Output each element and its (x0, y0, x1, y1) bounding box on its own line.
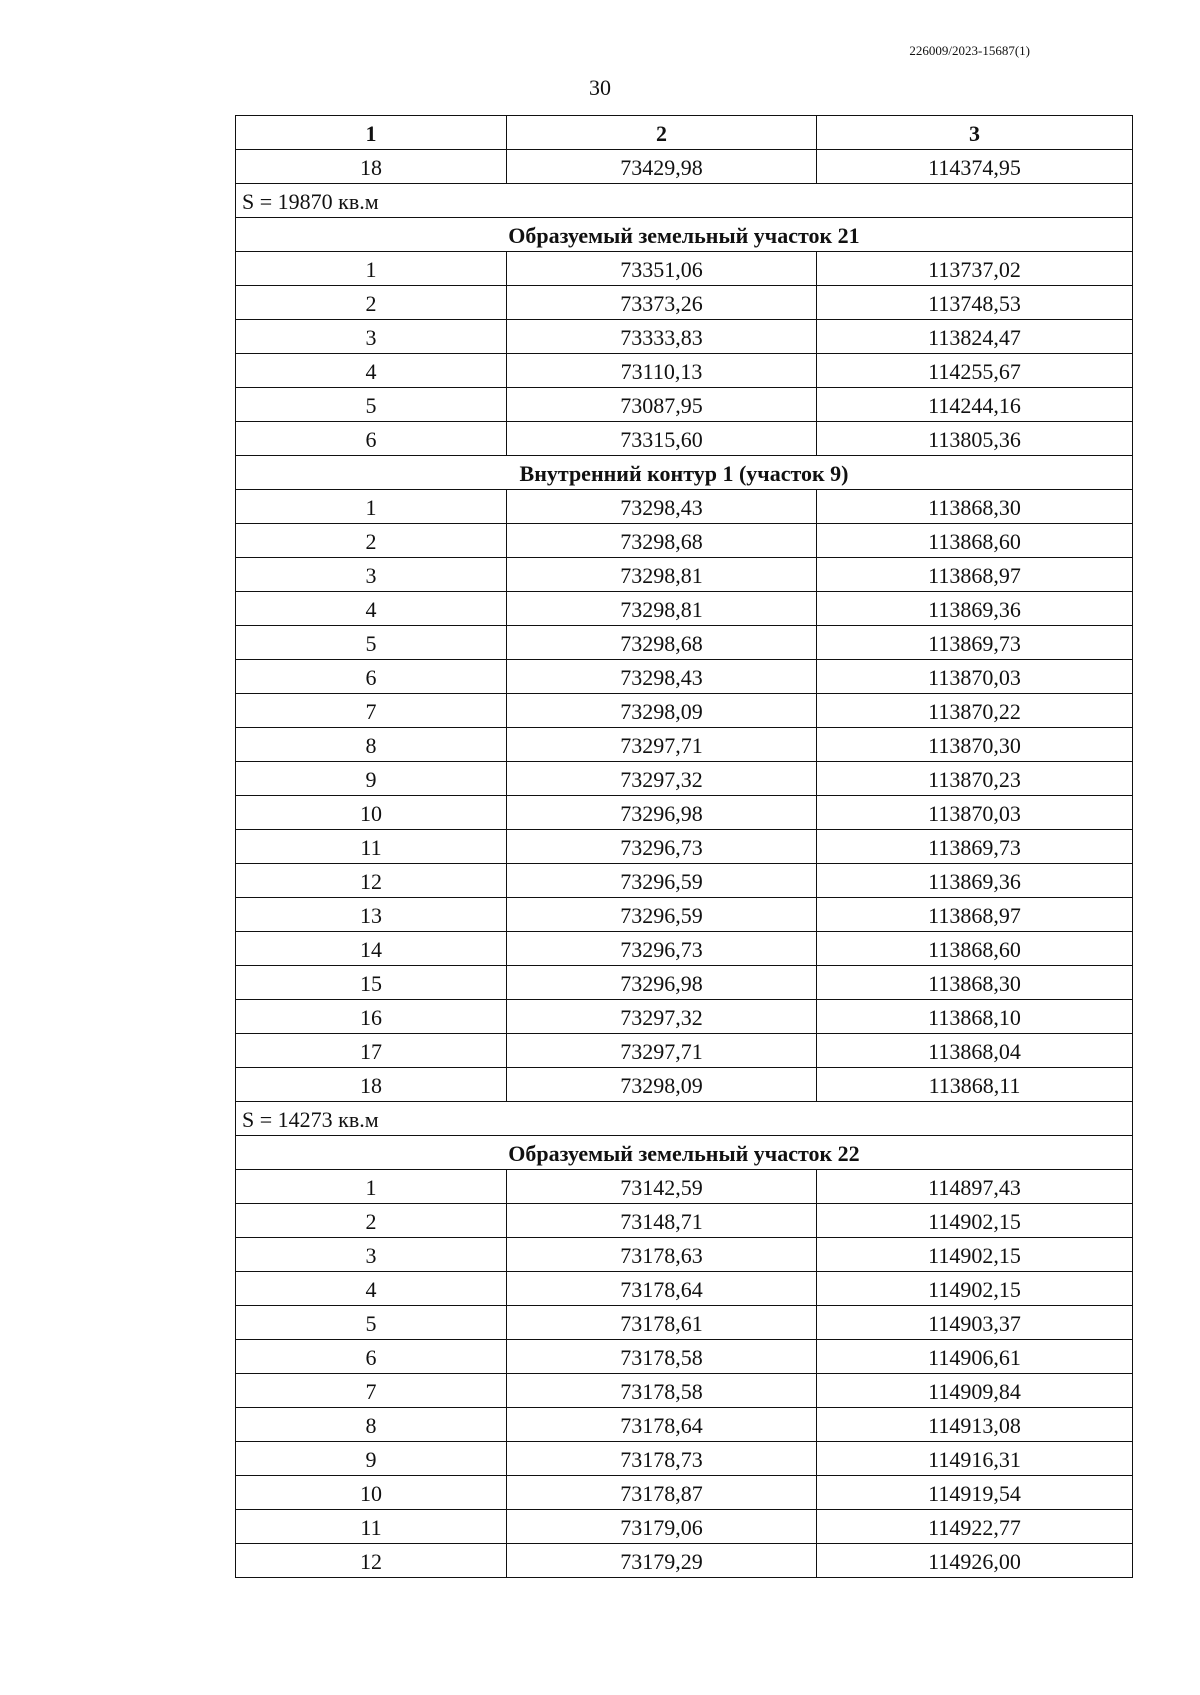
x-coordinate-cell: 73333,83 (507, 320, 817, 354)
column-header: 3 (817, 116, 1133, 150)
x-coordinate-cell: 73297,71 (507, 728, 817, 762)
x-coordinate-cell: 73298,81 (507, 558, 817, 592)
document-number: 226009/2023-15687(1) (909, 43, 1030, 58)
table-row (236, 1408, 1133, 1442)
y-coordinate-cell: 113869,36 (817, 592, 1133, 626)
point-number-cell: 18 (236, 1068, 507, 1102)
table-row (236, 660, 1133, 694)
column-header: 1 (236, 116, 507, 150)
x-coordinate-cell: 73373,26 (507, 286, 817, 320)
point-number-cell: 2 (236, 524, 507, 558)
point-number-cell: 17 (236, 1034, 507, 1068)
x-coordinate-cell: 73298,09 (507, 694, 817, 728)
table-row (236, 1442, 1133, 1476)
point-number-cell: 4 (236, 1272, 507, 1306)
table-row (236, 1000, 1133, 1034)
y-coordinate-cell: 113868,60 (817, 932, 1133, 966)
y-coordinate-cell: 114919,54 (817, 1476, 1133, 1510)
x-coordinate-cell: 73178,58 (507, 1340, 817, 1374)
point-number-cell: 13 (236, 898, 507, 932)
table-row (236, 252, 1133, 286)
x-coordinate-cell: 73179,06 (507, 1510, 817, 1544)
y-coordinate-cell: 114922,77 (817, 1510, 1133, 1544)
table-row (236, 354, 1133, 388)
y-coordinate-cell: 113869,73 (817, 626, 1133, 660)
y-coordinate-cell: 113870,30 (817, 728, 1133, 762)
x-coordinate-cell: 73178,73 (507, 1442, 817, 1476)
x-coordinate-cell: 73087,95 (507, 388, 817, 422)
point-number-cell: 3 (236, 558, 507, 592)
x-coordinate-cell: 73178,87 (507, 1476, 817, 1510)
point-number-cell: 2 (236, 1204, 507, 1238)
y-coordinate-cell: 113869,36 (817, 864, 1133, 898)
point-number-cell: 11 (236, 830, 507, 864)
y-coordinate-cell: 114909,84 (817, 1374, 1133, 1408)
point-number-cell: 5 (236, 626, 507, 660)
y-coordinate-cell: 113869,73 (817, 830, 1133, 864)
y-coordinate-cell: 114255,67 (817, 354, 1133, 388)
y-coordinate-cell: 114903,37 (817, 1306, 1133, 1340)
point-number-cell: 5 (236, 1306, 507, 1340)
y-coordinate-cell: 114897,43 (817, 1170, 1133, 1204)
y-coordinate-cell: 113870,22 (817, 694, 1133, 728)
point-number-cell: 10 (236, 796, 507, 830)
x-coordinate-cell: 73179,29 (507, 1544, 817, 1578)
point-number-cell: 12 (236, 864, 507, 898)
x-coordinate-cell: 73298,09 (507, 1068, 817, 1102)
point-number-cell: 6 (236, 422, 507, 456)
x-coordinate-cell: 73296,98 (507, 796, 817, 830)
x-coordinate-cell: 73110,13 (507, 354, 817, 388)
table-row (236, 1238, 1133, 1272)
table-row (236, 1476, 1133, 1510)
point-number-cell: 6 (236, 1340, 507, 1374)
point-number-cell: 1 (236, 1170, 507, 1204)
table-row (236, 422, 1133, 456)
point-number-cell: 1 (236, 490, 507, 524)
y-coordinate-cell: 113868,30 (817, 966, 1133, 1000)
point-number-cell: 3 (236, 1238, 507, 1272)
x-coordinate-cell: 73297,32 (507, 1000, 817, 1034)
table-row (236, 490, 1133, 524)
table-row (236, 1544, 1133, 1578)
y-coordinate-cell: 114906,61 (817, 1340, 1133, 1374)
x-coordinate-cell: 73148,71 (507, 1204, 817, 1238)
point-number-cell: 4 (236, 592, 507, 626)
y-coordinate-cell: 113868,30 (817, 490, 1133, 524)
point-number-cell: 7 (236, 1374, 507, 1408)
point-number-cell: 7 (236, 694, 507, 728)
x-coordinate-cell: 73351,06 (507, 252, 817, 286)
table-row (236, 796, 1133, 830)
point-number-cell: 5 (236, 388, 507, 422)
point-number-cell: 4 (236, 354, 507, 388)
table-row (236, 1374, 1133, 1408)
table-row (236, 1034, 1133, 1068)
table-row (236, 592, 1133, 626)
y-coordinate-cell: 114374,95 (817, 150, 1133, 184)
section-heading: Образуемый земельный участок 21 (236, 218, 1133, 252)
section-heading-row (236, 1136, 1133, 1170)
point-number-cell: 16 (236, 1000, 507, 1034)
table-row (236, 1170, 1133, 1204)
point-number-cell: 8 (236, 1408, 507, 1442)
y-coordinate-cell: 113870,03 (817, 660, 1133, 694)
area-row (236, 1102, 1133, 1136)
point-number-cell: 3 (236, 320, 507, 354)
table-row (236, 558, 1133, 592)
point-number-cell: 12 (236, 1544, 507, 1578)
x-coordinate-cell: 73315,60 (507, 422, 817, 456)
section-heading-row (236, 218, 1133, 252)
table-row (236, 626, 1133, 660)
x-coordinate-cell: 73298,43 (507, 490, 817, 524)
y-coordinate-cell: 113737,02 (817, 252, 1133, 286)
point-number-cell: 9 (236, 762, 507, 796)
section-heading: Внутренний контур 1 (участок 9) (236, 456, 1133, 490)
y-coordinate-cell: 113824,47 (817, 320, 1133, 354)
x-coordinate-cell: 73296,59 (507, 864, 817, 898)
table-row (236, 286, 1133, 320)
table-row (236, 898, 1133, 932)
table-row (236, 762, 1133, 796)
point-number-cell: 14 (236, 932, 507, 966)
point-number-cell: 1 (236, 252, 507, 286)
y-coordinate-cell: 114926,00 (817, 1544, 1133, 1578)
y-coordinate-cell: 113868,11 (817, 1068, 1133, 1102)
point-number-cell: 8 (236, 728, 507, 762)
table-row (236, 1204, 1133, 1238)
table-row (236, 1306, 1133, 1340)
section-heading: Образуемый земельный участок 22 (236, 1136, 1133, 1170)
point-number-cell: 6 (236, 660, 507, 694)
table-row (236, 694, 1133, 728)
table-row (236, 1340, 1133, 1374)
x-coordinate-cell: 73178,63 (507, 1238, 817, 1272)
table-row (236, 524, 1133, 558)
y-coordinate-cell: 114902,15 (817, 1238, 1133, 1272)
table-row (236, 728, 1133, 762)
page-number: 30 (589, 75, 611, 100)
table-row (236, 966, 1133, 1000)
x-coordinate-cell: 73178,64 (507, 1272, 817, 1306)
x-coordinate-cell: 73178,61 (507, 1306, 817, 1340)
x-coordinate-cell: 73296,59 (507, 898, 817, 932)
point-number-cell: 9 (236, 1442, 507, 1476)
table-row (236, 320, 1133, 354)
table-body (236, 150, 1133, 1578)
table-row (236, 932, 1133, 966)
x-coordinate-cell: 73296,73 (507, 932, 817, 966)
table-row (236, 1068, 1133, 1102)
point-number-cell: 18 (236, 150, 507, 184)
x-coordinate-cell: 73298,43 (507, 660, 817, 694)
table-row (236, 150, 1133, 184)
y-coordinate-cell: 113868,10 (817, 1000, 1133, 1034)
y-coordinate-cell: 114902,15 (817, 1272, 1133, 1306)
y-coordinate-cell: 113868,04 (817, 1034, 1133, 1068)
table-row (236, 1272, 1133, 1306)
point-number-cell: 10 (236, 1476, 507, 1510)
x-coordinate-cell: 73297,32 (507, 762, 817, 796)
y-coordinate-cell: 113868,60 (817, 524, 1133, 558)
y-coordinate-cell: 113868,97 (817, 558, 1133, 592)
area-row (236, 184, 1133, 218)
x-coordinate-cell: 73297,71 (507, 1034, 817, 1068)
table-header-row (236, 116, 1133, 150)
table-row (236, 388, 1133, 422)
y-coordinate-cell: 113868,97 (817, 898, 1133, 932)
x-coordinate-cell: 73142,59 (507, 1170, 817, 1204)
area-label: S = 14273 кв.м (236, 1102, 1133, 1136)
y-coordinate-cell: 113870,23 (817, 762, 1133, 796)
x-coordinate-cell: 73298,81 (507, 592, 817, 626)
table-row (236, 1510, 1133, 1544)
y-coordinate-cell: 114244,16 (817, 388, 1133, 422)
x-coordinate-cell: 73429,98 (507, 150, 817, 184)
point-number-cell: 2 (236, 286, 507, 320)
y-coordinate-cell: 113748,53 (817, 286, 1133, 320)
column-header: 2 (507, 116, 817, 150)
point-number-cell: 11 (236, 1510, 507, 1544)
table-row (236, 830, 1133, 864)
area-label: S = 19870 кв.м (236, 184, 1133, 218)
y-coordinate-cell: 113870,03 (817, 796, 1133, 830)
y-coordinate-cell: 114916,31 (817, 1442, 1133, 1476)
coordinates-table (235, 115, 1133, 1578)
y-coordinate-cell: 114913,08 (817, 1408, 1133, 1442)
table-row (236, 864, 1133, 898)
x-coordinate-cell: 73298,68 (507, 524, 817, 558)
point-number-cell: 15 (236, 966, 507, 1000)
y-coordinate-cell: 114902,15 (817, 1204, 1133, 1238)
x-coordinate-cell: 73178,58 (507, 1374, 817, 1408)
x-coordinate-cell: 73296,73 (507, 830, 817, 864)
x-coordinate-cell: 73296,98 (507, 966, 817, 1000)
y-coordinate-cell: 113805,36 (817, 422, 1133, 456)
x-coordinate-cell: 73298,68 (507, 626, 817, 660)
section-heading-row (236, 456, 1133, 490)
x-coordinate-cell: 73178,64 (507, 1408, 817, 1442)
